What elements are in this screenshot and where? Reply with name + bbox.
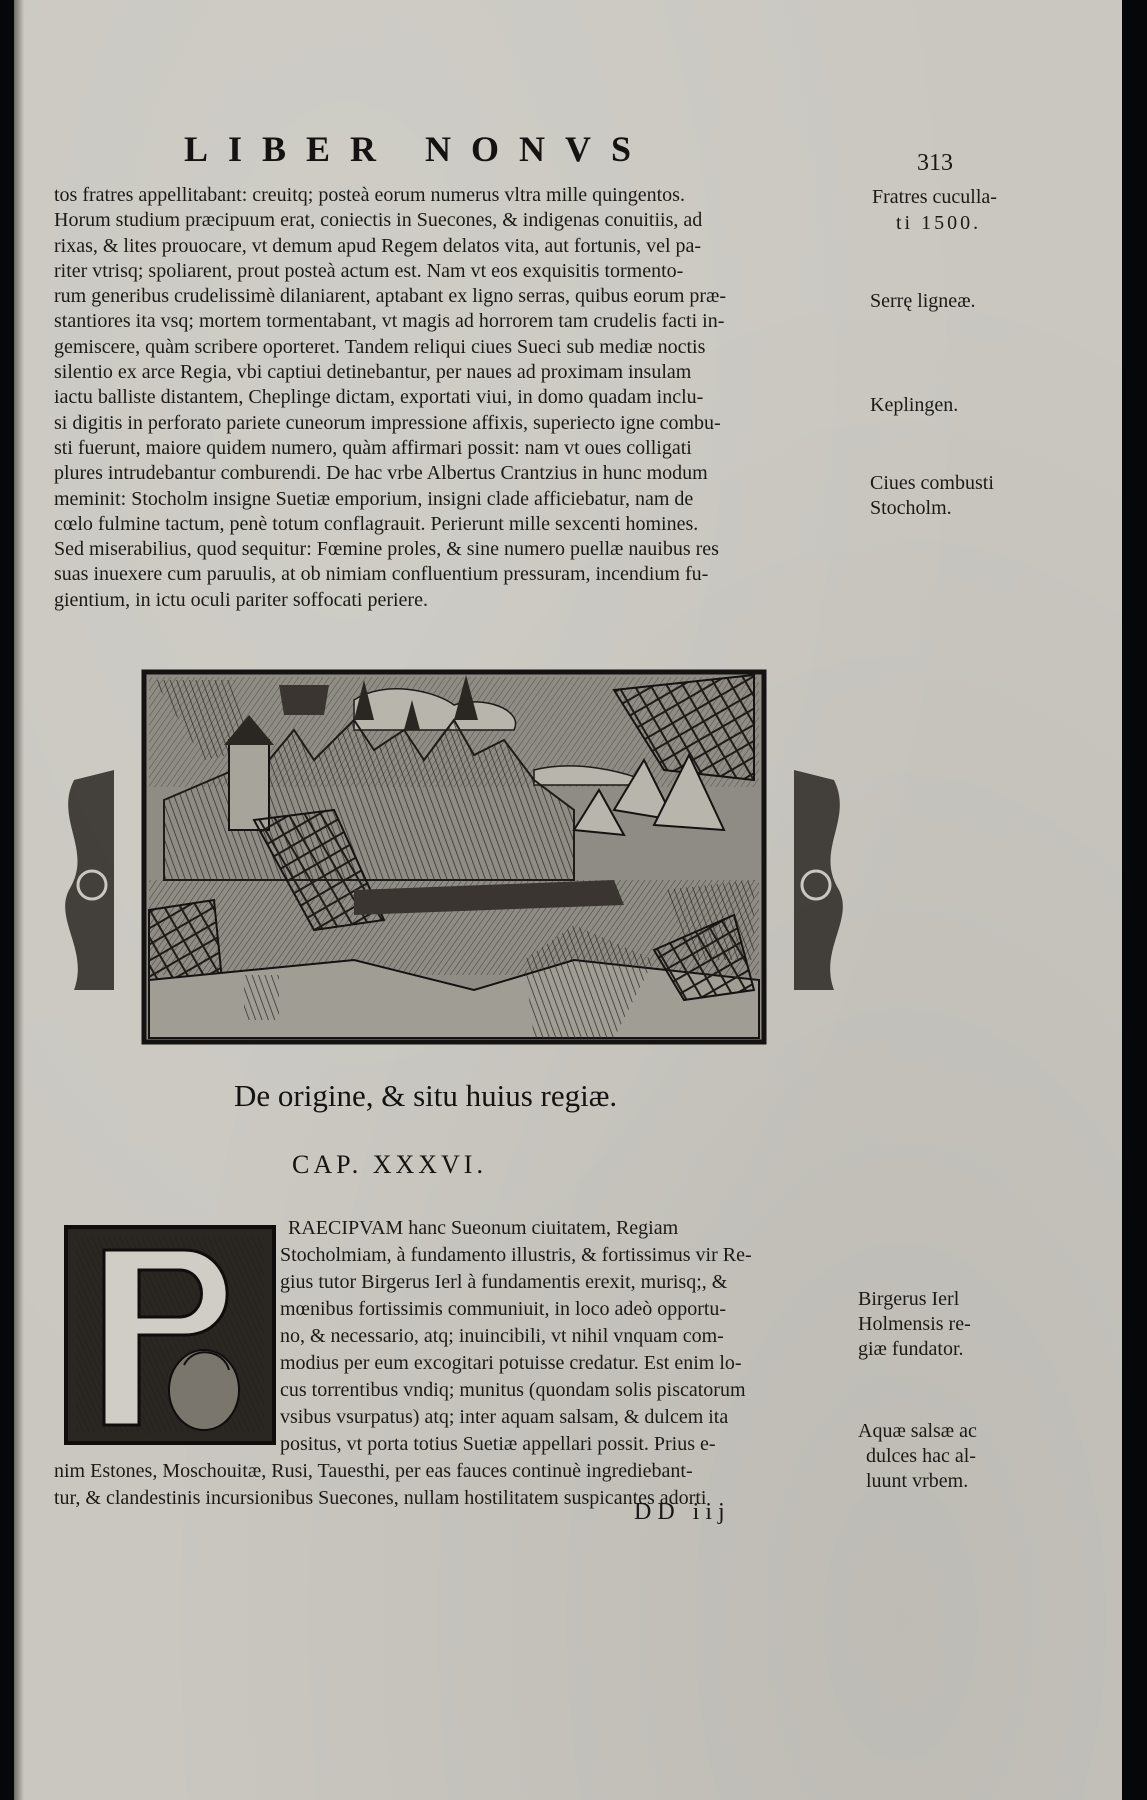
- text-line: si digitis in perforato pariete cuneorum impressione affixis, superiecto igne combu-: [54, 411, 721, 434]
- text-line: sti fuerunt, maiore quidem numero, quàm affirmari possit: nam vt oues colligati: [54, 436, 692, 459]
- text-line: Sed miserabilius, quod sequitur: Fœmine proles, & sine numero puellæ nauibus res: [54, 538, 719, 561]
- woodcut-drawing: [54, 660, 854, 1045]
- chapter-text-line: gius tutor Birgerus Ierl à fundamentis erexit, murisq;, &: [280, 1271, 728, 1293]
- marginal-note-luunt: luunt vrbem.: [866, 1470, 969, 1492]
- chapter-text-line: mœnibus fortissimis communiuit, in loco adeò opportu-: [280, 1298, 727, 1320]
- chapter-text-line: no, & necessario, atq; inuincibili, vt nihil vnquam com-: [280, 1325, 724, 1347]
- marginal-note-fundator: giæ fundator.: [858, 1338, 964, 1360]
- text-line: gemiscere, quàm scribere oporteret. Tandem reliqui ciues Sueci sub mediæ noctis: [54, 335, 706, 358]
- marginal-note-holmensis: Holmensis re-: [858, 1313, 971, 1335]
- marginal-note-serrae: Serrę ligneæ.: [870, 290, 976, 312]
- text-line: Horum studium præcipuum erat, coniectis in Suecones, & indigenas conuitiis, ad: [54, 209, 703, 232]
- marginal-note-birgerus: Birgerus Ierl: [858, 1288, 960, 1310]
- text-line: tos fratres appellitabant: creuitq; posteà eorum numerus vltra mille quingentos.: [54, 184, 685, 206]
- chapter-text-line: modius per eum excogitari potuisse credatur. Est enim lo-: [280, 1352, 742, 1374]
- drop-cap-woodcut: [64, 1225, 276, 1445]
- chapter-text-line: vsibus vsurpatus) atq; inter aquam salsam, & dulcem ita: [280, 1406, 729, 1428]
- running-title: LIBER NONVS: [184, 129, 652, 169]
- text-line: gientium, in ictu oculi pariter soffocati periere.: [54, 588, 428, 611]
- text-line: iactu balliste distantem, Cheplinge dictam, exportati viui, in domo quadam inclu-: [54, 386, 704, 409]
- text-line: stantiores ita vsq; mortem tormentabant, vt magis ad horrorem tam crudelis facti in-: [54, 310, 725, 333]
- marginal-note-aquae: Aquæ salsæ ac: [858, 1420, 977, 1442]
- main-text-block: [54, 183, 869, 613]
- text-line: plures intrudebantur comburendi. De hac vrbe Albertus Crantzius in hunc modum: [54, 462, 708, 485]
- woodcut-illustration-stockholm: [54, 660, 854, 1045]
- page-number: 313: [917, 150, 953, 176]
- chapter-text-line: tur, & clandestinis incursionibus Suecones, nullam hostilitatem suspicantes adorti: [54, 1487, 707, 1509]
- text-line: silentio ex arce Regia, vbi captiui detinebantur, per naues ad proximam insulam: [54, 361, 692, 384]
- decorated-initial-p: [64, 1225, 276, 1445]
- chapter-text-line: nim Estones, Moschouitæ, Rusi, Tauesthi, per eas fauces continuè ingrediebant-: [54, 1460, 693, 1482]
- chapter-text-line: positus, vt porta totius Suetiæ appellari possit. Prius e-: [280, 1433, 716, 1455]
- marginal-note-dulces: dulces hac al-: [866, 1445, 976, 1467]
- section-heading: De origine, & situ huius regiæ.: [234, 1078, 618, 1113]
- marginal-note-fratres: Fratres cuculla-: [872, 186, 997, 208]
- marginal-note-stocholm: Stocholm.: [870, 497, 952, 519]
- marginal-note-fratres-year: ti 1500.: [896, 212, 982, 234]
- chapter-text-line: Stocholmiam, à fundamento illustris, & fortissimus vir Re-: [280, 1244, 752, 1266]
- text-line: cœlo fulmine tactum, penè totum conflagrauit. Perierunt mille sexcenti homines.: [54, 512, 699, 535]
- signature-mark: DD iij: [634, 1499, 731, 1525]
- text-line: riter vtrisq; spoliarent, prout posteà actum est. Nam vt eos exquisitis tormento-: [54, 259, 684, 282]
- gutter-shadow: [14, 0, 24, 1800]
- text-line: rum generibus crudelissimè dilaniarent, aptabant ex ligno serras, quibus eorum præ-: [54, 285, 727, 308]
- text-line: meminit: Stocholm insigne Suetiæ emporium, insigni clade afficiebatur, nam de: [54, 487, 694, 510]
- chapter-number: CAP. XXXVI.: [292, 1150, 487, 1179]
- chapter-text-line: RAECIPVAM hanc Sueonum ciuitatem, Regiam: [288, 1217, 679, 1239]
- text-line: rixas, & lites prouocare, vt demum apud Regem delatos vita, aut fortunis, vel pa-: [54, 234, 702, 257]
- marginal-note-keplingen: Keplingen.: [870, 394, 959, 416]
- text-line: suas inuexere cum paruulis, at ob nimiam confluentium pressuram, incendium fu-: [54, 563, 709, 586]
- marginal-note-ciues: Ciues combusti: [870, 472, 994, 494]
- book-page: [14, 0, 1122, 1800]
- chapter-text-line: cus torrentibus vndiq; munitus (quondam solis piscatorum: [280, 1379, 746, 1401]
